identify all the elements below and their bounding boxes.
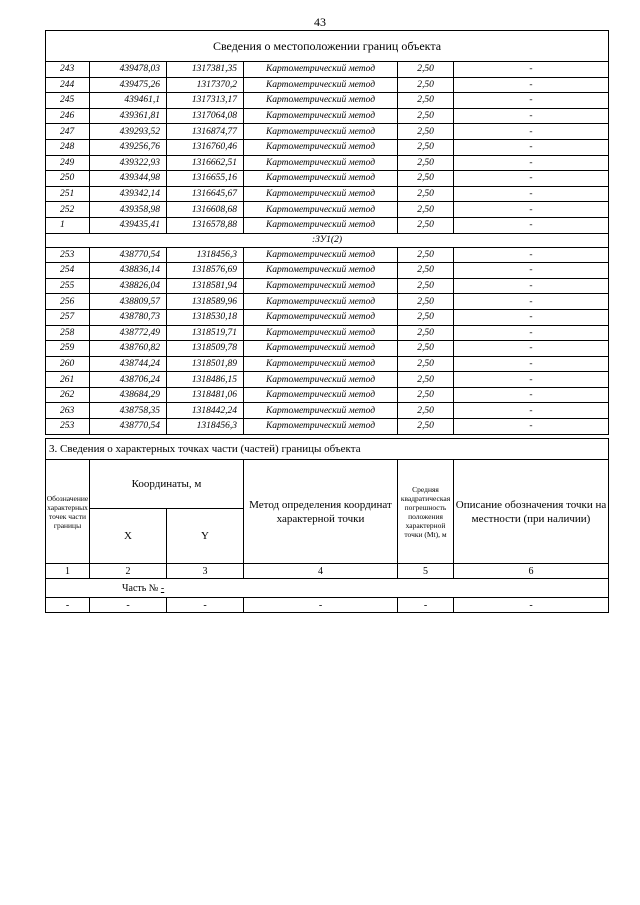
empty-cell: - — [398, 598, 454, 613]
coord-x: 438772,49 — [90, 325, 167, 341]
point-number: 1 — [46, 217, 90, 233]
table-row — [46, 108, 609, 124]
mt-cell: 2,50 — [398, 155, 454, 171]
coord-y: 1317381,35 — [167, 62, 244, 78]
desc-cell: - — [454, 247, 609, 263]
table-row — [46, 186, 609, 202]
method-cell: Картометрический метод — [244, 247, 398, 263]
coord-x: 438836,14 — [90, 263, 167, 279]
table-row — [46, 247, 609, 263]
method-cell: Картометрический метод — [244, 155, 398, 171]
header-mt: Средняя квадратическая погрешность положения характерной точки (Mt), м — [398, 460, 454, 564]
part-label: Часть № — [122, 582, 159, 594]
empty-cell: - — [46, 598, 90, 613]
coord-y: 1316645,67 — [167, 186, 244, 202]
method-cell: Картометрический метод — [244, 108, 398, 124]
coord-x: 439358,98 — [90, 202, 167, 218]
desc-cell: - — [454, 202, 609, 218]
desc-cell: - — [454, 403, 609, 419]
method-cell: Картометрический метод — [244, 186, 398, 202]
col-number: 3 — [167, 564, 244, 579]
mt-cell: 2,50 — [398, 62, 454, 78]
point-number: 250 — [46, 171, 90, 187]
coord-x: 439435,41 — [90, 217, 167, 233]
col-number: 5 — [398, 564, 454, 579]
table-row — [46, 93, 609, 109]
coord-y: 1316662,51 — [167, 155, 244, 171]
table-row — [46, 309, 609, 325]
coord-x: 439256,76 — [90, 139, 167, 155]
mt-cell: 2,50 — [398, 77, 454, 93]
mt-cell: 2,50 — [398, 124, 454, 140]
coord-y: 1318486,15 — [167, 372, 244, 388]
table-row — [46, 341, 609, 357]
group-label: :ЗУ1(2) — [46, 233, 609, 247]
part-label-cell — [46, 579, 609, 598]
desc-cell: - — [454, 124, 609, 140]
coord-y: 1316874,77 — [167, 124, 244, 140]
table-row — [46, 403, 609, 419]
table-row — [46, 139, 609, 155]
desc-cell: - — [454, 294, 609, 310]
coord-x: 439475,26 — [90, 77, 167, 93]
desc-cell: - — [454, 309, 609, 325]
table-row — [46, 217, 609, 233]
desc-cell: - — [454, 108, 609, 124]
mt-cell: 2,50 — [398, 419, 454, 435]
desc-cell: - — [454, 372, 609, 388]
coord-x: 439293,52 — [90, 124, 167, 140]
mt-cell: 2,50 — [398, 247, 454, 263]
desc-cell: - — [454, 155, 609, 171]
mt-cell: 2,50 — [398, 93, 454, 109]
coord-x: 438744,24 — [90, 356, 167, 372]
page-number: 43 — [314, 15, 326, 29]
desc-cell: - — [454, 341, 609, 357]
part-value: - — [160, 582, 165, 594]
section3-title: 3. Сведения о характерных точках части (частей) границы объекта — [46, 439, 609, 460]
method-cell: Картометрический метод — [244, 356, 398, 372]
empty-cell: - — [90, 598, 167, 613]
header-desc: Описание обозначения точки на местности (при наличии) — [454, 460, 609, 564]
point-number: 256 — [46, 294, 90, 310]
coord-y: 1316655,16 — [167, 171, 244, 187]
table-row — [46, 387, 609, 403]
coord-y: 1318501,89 — [167, 356, 244, 372]
point-number: 249 — [46, 155, 90, 171]
mt-cell: 2,50 — [398, 309, 454, 325]
coord-y: 1318456,3 — [167, 247, 244, 263]
header-point: Обозначение характерных точек части границы — [46, 460, 90, 564]
desc-cell: - — [454, 77, 609, 93]
table-row — [46, 171, 609, 187]
coord-y: 1317313,17 — [167, 93, 244, 109]
coord-x: 438826,04 — [90, 278, 167, 294]
col-number: 1 — [46, 564, 90, 579]
method-cell: Картометрический метод — [244, 62, 398, 78]
table-row — [46, 294, 609, 310]
coord-y: 1318576,69 — [167, 263, 244, 279]
method-cell: Картометрический метод — [244, 387, 398, 403]
table-row — [46, 77, 609, 93]
point-number: 247 — [46, 124, 90, 140]
point-number: 253 — [46, 247, 90, 263]
point-number: 245 — [46, 93, 90, 109]
method-cell: Картометрический метод — [244, 124, 398, 140]
coord-x: 438770,54 — [90, 247, 167, 263]
desc-cell: - — [454, 139, 609, 155]
point-number: 243 — [46, 62, 90, 78]
boundary-table — [45, 30, 609, 435]
coord-x: 439478,03 — [90, 62, 167, 78]
coord-y: 1317370,2 — [167, 77, 244, 93]
coord-x: 439322,93 — [90, 155, 167, 171]
desc-cell: - — [454, 278, 609, 294]
method-cell: Картометрический метод — [244, 139, 398, 155]
coord-x: 438760,82 — [90, 341, 167, 357]
desc-cell: - — [454, 325, 609, 341]
mt-cell: 2,50 — [398, 171, 454, 187]
header-coords: Координаты, м — [90, 460, 244, 509]
mt-cell: 2,50 — [398, 108, 454, 124]
coord-x: 438684,29 — [90, 387, 167, 403]
desc-cell: - — [454, 93, 609, 109]
table-row — [46, 419, 609, 435]
mt-cell: 2,50 — [398, 403, 454, 419]
table-row — [46, 263, 609, 279]
mt-cell: 2,50 — [398, 372, 454, 388]
col-number: 2 — [90, 564, 167, 579]
point-number: 248 — [46, 139, 90, 155]
section-title: Сведения о местоположении границ объекта — [46, 31, 609, 62]
coord-y: 1318519,71 — [167, 325, 244, 341]
coord-x: 439342,14 — [90, 186, 167, 202]
table-row — [46, 62, 609, 78]
coord-x: 438809,57 — [90, 294, 167, 310]
coord-x: 438780,73 — [90, 309, 167, 325]
point-number: 261 — [46, 372, 90, 388]
coord-y: 1318581,94 — [167, 278, 244, 294]
method-cell: Картометрический метод — [244, 77, 398, 93]
coord-x: 439361,81 — [90, 108, 167, 124]
header-y: Y — [167, 509, 244, 564]
coord-y: 1316608,68 — [167, 202, 244, 218]
coord-x: 438706,24 — [90, 372, 167, 388]
mt-cell: 2,50 — [398, 356, 454, 372]
coord-y: 1318509,78 — [167, 341, 244, 357]
method-cell: Картометрический метод — [244, 93, 398, 109]
coord-y: 1316578,88 — [167, 217, 244, 233]
table-row — [46, 372, 609, 388]
coord-x: 438758,35 — [90, 403, 167, 419]
point-number: 253 — [46, 419, 90, 435]
method-cell: Картометрический метод — [244, 341, 398, 357]
point-number: 255 — [46, 278, 90, 294]
coord-x: 438770,54 — [90, 419, 167, 435]
coord-x: 439461,1 — [90, 93, 167, 109]
mt-cell: 2,50 — [398, 139, 454, 155]
mt-cell: 2,50 — [398, 278, 454, 294]
method-cell: Картометрический метод — [244, 171, 398, 187]
desc-cell: - — [454, 62, 609, 78]
point-number: 263 — [46, 403, 90, 419]
desc-cell: - — [454, 217, 609, 233]
table-row — [46, 124, 609, 140]
coord-y: 1318481,06 — [167, 387, 244, 403]
desc-cell: - — [454, 171, 609, 187]
point-number: 259 — [46, 341, 90, 357]
coord-y: 1316760,46 — [167, 139, 244, 155]
table-row — [46, 155, 609, 171]
mt-cell: 2,50 — [398, 186, 454, 202]
desc-cell: - — [454, 356, 609, 372]
empty-cell: - — [454, 598, 609, 613]
col-number: 4 — [244, 564, 398, 579]
desc-cell: - — [454, 186, 609, 202]
table-row — [46, 356, 609, 372]
point-number: 246 — [46, 108, 90, 124]
coord-y: 1318442,24 — [167, 403, 244, 419]
part-points-table — [45, 438, 609, 613]
method-cell: Картометрический метод — [244, 294, 398, 310]
coord-y: 1318530,18 — [167, 309, 244, 325]
mt-cell: 2,50 — [398, 341, 454, 357]
mt-cell: 2,50 — [398, 294, 454, 310]
table-row — [46, 278, 609, 294]
table-row — [46, 202, 609, 218]
method-cell: Картометрический метод — [244, 325, 398, 341]
method-cell: Картометрический метод — [244, 309, 398, 325]
empty-cell: - — [244, 598, 398, 613]
method-cell: Картометрический метод — [244, 372, 398, 388]
header-x: X — [90, 509, 167, 564]
col-number: 6 — [454, 564, 609, 579]
method-cell: Картометрический метод — [244, 202, 398, 218]
point-number: 254 — [46, 263, 90, 279]
method-cell: Картометрический метод — [244, 403, 398, 419]
point-number: 258 — [46, 325, 90, 341]
coord-y: 1317064,08 — [167, 108, 244, 124]
point-number: 252 — [46, 202, 90, 218]
coord-y: 1318589,96 — [167, 294, 244, 310]
point-number: 251 — [46, 186, 90, 202]
mt-cell: 2,50 — [398, 202, 454, 218]
mt-cell: 2,50 — [398, 387, 454, 403]
mt-cell: 2,50 — [398, 263, 454, 279]
coord-y: 1318456,3 — [167, 419, 244, 435]
mt-cell: 2,50 — [398, 217, 454, 233]
empty-cell: - — [167, 598, 244, 613]
desc-cell: - — [454, 263, 609, 279]
desc-cell: - — [454, 387, 609, 403]
mt-cell: 2,50 — [398, 325, 454, 341]
method-cell: Картометрический метод — [244, 263, 398, 279]
method-cell: Картометрический метод — [244, 278, 398, 294]
table-row — [46, 325, 609, 341]
point-number: 262 — [46, 387, 90, 403]
header-method: Метод определения координат характерной точки — [244, 460, 398, 564]
coord-x: 439344,98 — [90, 171, 167, 187]
point-number: 244 — [46, 77, 90, 93]
method-cell: Картометрический метод — [244, 419, 398, 435]
method-cell: Картометрический метод — [244, 217, 398, 233]
point-number: 257 — [46, 309, 90, 325]
desc-cell: - — [454, 419, 609, 435]
point-number: 260 — [46, 356, 90, 372]
